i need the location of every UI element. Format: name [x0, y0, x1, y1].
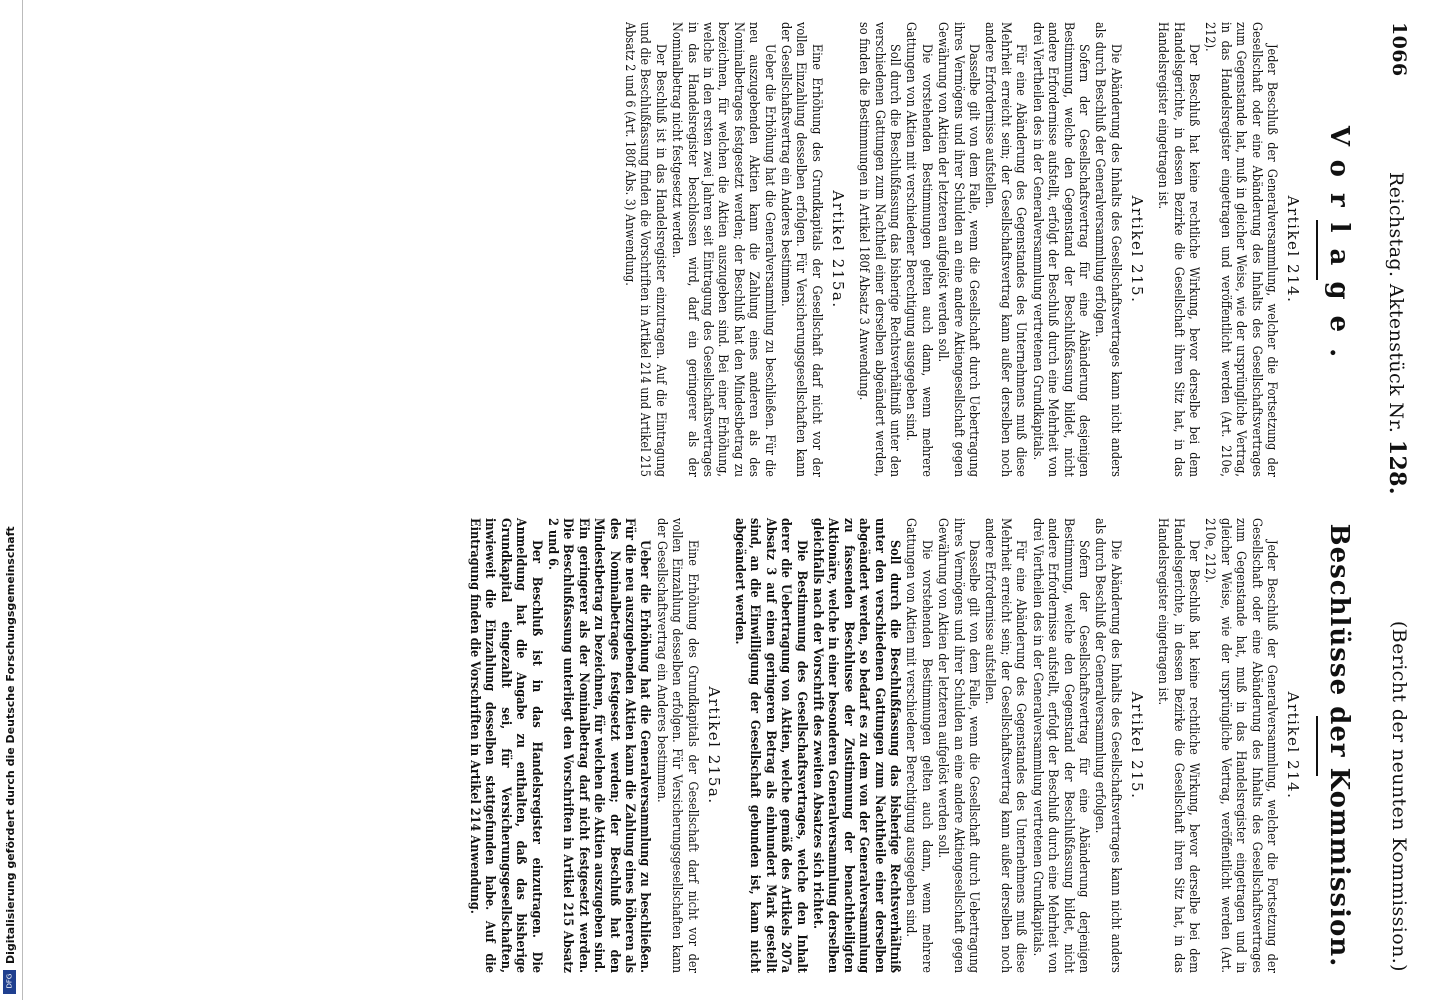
- article: [1156, 22, 1302, 477]
- article-paragraph: Dasselbe gilt von dem Falle, wenn die Gesellschaft durch Uebertragung ihres Vermögens und ihrer Schulden an eine andere Aktiengesellschaft gegen Gewährung von Aktien der letzteren aufgelöst werden soll.: [936, 22, 983, 477]
- article-paragraph: Die vorstehenden Bestimmungen gelten auch dann, wenn mehrere Gattungen von Aktien mit verschiedener Berechtigung ausgegeben sind.: [904, 22, 935, 477]
- article-paragraph: Eine Erhöhung des Grundkapitals der Gesellschaft darf nicht vor der vollen Einzahlung desselben erfolgen. Für Versicherungsgesellschaften kann der Gesellschaftsvertrag ein Anderes bestimmen.: [779, 22, 825, 477]
- rotated-document: [20, 0, 1432, 1000]
- article-title: Artikel 215.: [1127, 691, 1146, 800]
- article-title: Artikel 214.: [1284, 691, 1302, 800]
- article: [1156, 518, 1302, 973]
- article-paragraph: Eine Erhöhung des Grundkapitals der Gesellschaft darf nicht vor der vollen Einzahlung desselben erfolgen. Für Versicherungsgesellschaften kann der Gesellschaftsvertrag ein Anderes bestimmen.: [654, 518, 701, 973]
- footer-credit: Digitalisierung gefördert durch die Deutsche Forschungsgemeinschaft: [4, 526, 17, 964]
- article-paragraph: Jeder Beschluß der Generalversammlung, welcher die Fortsetzung der Gesellschaft oder eine Abänderung des Inhalts des Gesellschaftsvertrages zum Gegenstande hat, muß in gleicher Weise, wie der ursprüngliche Vertrag, in das Handelsregister eingetragen und veröffentlicht werden (Art. 210e, 212).: [1203, 22, 1280, 477]
- article-paragraph: Der Beschluß hat keine rechtliche Wirkung, bevor derselbe bei dem Handelsgerichte, in dessen Bezirke die Gesellschaft ihren Sitz hat, in das Handelsregister eingetragen ist.: [1156, 22, 1202, 477]
- article-paragraph: Ueber die Erhöhung hat die Generalversammlung zu beschließen. Für die neu auszugebenden Aktien kann die Zahlung eines höheren als des Nominalbetrages festgesetzt werden; der Beschluß hat den Mindestbetrag zu bezeichnen, für welchen die Aktien auszugeben sind. Ein geringerer als der Nominalbetrag darf nicht festgesetzt werden. Die Beschlußfassung unterliegt den Vorschriften in Artikel 215 Absatz 2 und 6.: [545, 518, 654, 973]
- article-paragraph: Ueber die Erhöhung hat die Generalversammlung zu beschließen. Für die neu auszugebenden Aktien kann die Zahlung eines anderen als des Nominalbetrages festgesetzt werden; der Beschluß hat den Mindestbetrag zu bezeichnen, für welchen die Aktien auszugeben sind. Bei einer Erhöhung, welche in den ersten zwei Jahren seit Eintragung des Gesellschaftsvertrages in das Handelsregister beschlossen wird, darf ein geringerer als der Nominalbetrag nicht festgesetzt werden.: [670, 22, 778, 477]
- article-paragraph: Der Beschluß hat keine rechtliche Wirkung, bevor derselbe bei dem Handelsgerichte, in dessen Bezirke die Gesellschaft ihren Sitz hat, in das Handelsregister eingetragen ist.: [1156, 518, 1202, 973]
- header-right-text: (Bericht der neunten Kommission.): [1388, 620, 1410, 972]
- dfg-logo: [3, 970, 16, 994]
- article-title: Artikel 215a.: [828, 190, 847, 309]
- article-list: [623, 22, 1302, 477]
- page-number: 1066: [1388, 22, 1410, 77]
- right-column-beschluesse: [458, 518, 1355, 973]
- article-paragraph: Die Bestimmung des Gesellschaftsvertrages, welche den Inhalt derer die Uebertragung von Aktien, welche gemäß des Artikels 207a Absatz 3 auf einen geringeren Betrag als einhundert Mark gestellt sind, an die Einwilligung der Gesellschaft gebunden ist, kann nicht abgeändert werden.: [733, 518, 810, 973]
- page-header: [1380, 22, 1410, 972]
- article-paragraph: Sofern der Gesellschaftsvertrag für eine Abänderung derjenigen Bestimmung, welche den Gegenstand der Beschlußfassung bildet, nicht andere Erfordernisse aufstellt, erfolgt der Beschluß durch eine Mehrheit von drei Viertheilen des in der Generalversammlung vertretenen Grundkapitals.: [1030, 518, 1092, 973]
- column-title: Vorlage.: [1324, 125, 1354, 374]
- article-paragraph: Die Abänderung des Inhalts des Gesellschaftsvertrages kann nicht anders als durch Beschluß der Generalversammlung erfolgen.: [1093, 518, 1124, 973]
- header-center-text: Reichstag. Aktenstück Nr.: [1385, 172, 1407, 434]
- header-source: [1384, 172, 1410, 495]
- article: [623, 22, 847, 477]
- page-edge-rule: [22, 0, 23, 1000]
- article-paragraph: Dasselbe gilt von dem Falle, wenn die Gesellschaft durch Uebertragung ihres Vermögens und ihrer Schulden an eine andere Aktiengesellschaft gegen Gewährung von Aktien der letzteren aufgelöst werden soll.: [936, 518, 983, 973]
- article: [468, 518, 723, 973]
- article-title: Artikel 215.: [1127, 195, 1146, 304]
- column-title: Beschlüsse der Kommission.: [1324, 523, 1354, 968]
- article-paragraph: Für eine Abänderung des Gegenstandes des Unternehmens muß diese Mehrheit erreicht sein; der Gesellschaftsvertrag kann außer derselben noch andere Erfordernisse aufstellen.: [983, 22, 1030, 477]
- article-paragraph: Jeder Beschluß der Generalversammlung, welcher die Fortsetzung der Gesellschaft oder eine Abänderung des Inhalts des Gesellschaftsvertrages zum Gegenstande hat, muß in das Handelsregister eingetragen und in gleicher Weise, wie der ursprüngliche Vertrag, veröffentlicht werden (Art. 210e, 212).: [1203, 518, 1280, 973]
- article-title: Artikel 214.: [1284, 195, 1302, 304]
- article-paragraph: Der Beschluß ist in das Handelsregister einzutragen. Auf die Eintragung und die Beschlußfassung finden die Vorschriften in Artikel 214 und Artikel 215 Absatz 2 und 6 (Art. 180f Abs. 3) Anwendung.: [622, 22, 669, 477]
- article-paragraph: Soll durch die Beschlußfassung das bisherige Rechtsverhältniß unter den verschiedenen Gattungen zum Nachtheil einer derselben abgeändert werden, so finden die Bestimmungen in Artikel 180f Absatz 3 Anwendung.: [857, 22, 904, 477]
- document-number: 128.: [1384, 439, 1410, 495]
- left-column-vorlage: [613, 22, 1354, 477]
- article-paragraph: Sofern der Gesellschaftsvertrag für eine Abänderung desjenigen Bestimmung, welche den Gegenstand der Beschlußfassung bildet, nicht andere Erfordernisse aufstellt, erfolgt der Beschluß durch eine Mehrheit von drei Viertheilen des in der Generalversammlung vertretenen Grundkapitals.: [1030, 22, 1092, 477]
- article: [857, 22, 1146, 477]
- digitization-footer: [0, 0, 20, 998]
- article-paragraph: Soll durch die Beschlußfassung das bisherige Rechtsverhältniß unter den verschiedenen Gattungen zum Nachtheile einer derselben abgeändert werden, so bedarf es zu dem von der Generalversammlung zu fassenden Beschlusse der Zustimmung der benachtheiligten Aktionäre, welche in einer besonderen Generalversammlung derselben gleichfalls nach der Vorschrift des zweiten Absatzes sich richtet.: [811, 518, 904, 973]
- title-rule: [1316, 220, 1318, 280]
- article-paragraph: Für eine Abänderung des Gegenstandes des Unternehmens muß diese Mehrheit erreicht sein; der Gesellschaftsvertrag kann außer derselben noch andere Erfordernisse aufstellen.: [983, 518, 1030, 973]
- article-paragraph: Der Beschluß ist in das Handelsregister einzutragen. Die Anmeldung hat die Angabe zu enthalten, daß das bisherige Grundkapital eingezahlt sei, für Versicherungsgesellschaften, inwieweit die Einzahlung desselben stattgefunden habe. Auf die Eintragung finden die Vorschriften in Artikel 214 Anwendung.: [467, 518, 545, 973]
- article-list: [468, 518, 1303, 973]
- article-title: Artikel 215a.: [704, 686, 723, 805]
- article-paragraph: Die vorstehenden Bestimmungen gelten auch dann, wenn mehrere Gattungen von Aktien mit verschiedener Berechtigung ausgegeben sind.: [904, 518, 935, 973]
- article: [733, 518, 1146, 973]
- title-rule: [1316, 716, 1318, 776]
- article-paragraph: Die Abänderung des Inhalts des Gesellschaftsvertrages kann nicht anders als durch Beschluß der Generalversammlung erfolgen.: [1093, 22, 1124, 477]
- dfg-logo-text: DFG: [5, 973, 14, 989]
